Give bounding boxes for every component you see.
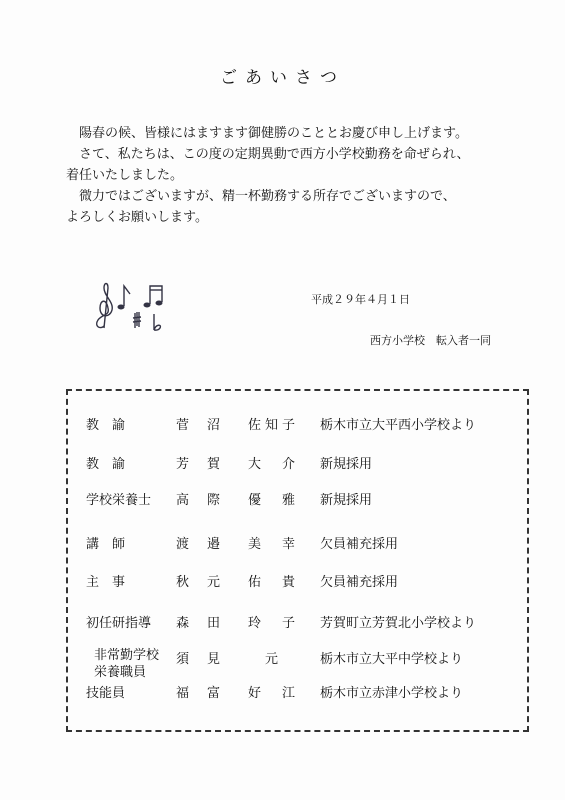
staff-surname: 高際 (176, 493, 239, 508)
staff-origin: 栃木市立赤津小学校より (320, 686, 464, 701)
staff-origin: 栃木市立大平中学校より (320, 652, 464, 667)
staff-surname: 渡邉 (176, 537, 239, 552)
staff-given-name: 美 幸 (248, 537, 300, 552)
greeting-line: 着任いたしました。 (66, 168, 184, 183)
staff-role-line: 栄養職員 (94, 665, 147, 680)
staff-role: 講 師 (86, 537, 126, 552)
staff-row (68, 683, 527, 705)
staff-role: 主 事 (86, 575, 126, 590)
treble-clef-notes-icon (90, 278, 185, 333)
staff-role: 学校栄養士 (86, 493, 152, 508)
greeting-text (66, 123, 536, 228)
staff-row (68, 613, 527, 635)
staff-role: 初任研指導 (86, 616, 152, 631)
staff-role: 教 諭 (86, 457, 126, 472)
staff-given-name: 好 江 (248, 686, 300, 701)
staff-surname: 森田 (176, 616, 239, 631)
staff-role (86, 647, 159, 681)
staff-given-name: 佑 貴 (248, 575, 300, 590)
staff-origin: 欠員補充採用 (320, 575, 399, 590)
staff-origin: 新規採用 (320, 493, 373, 508)
staff-given-name: 大 介 (248, 457, 300, 472)
staff-list (66, 389, 529, 732)
staff-surname: 須見 (176, 652, 239, 667)
staff-role: 技能員 (86, 686, 126, 701)
staff-role: 教 諭 (86, 418, 126, 433)
staff-origin: 栃木市立大平西小学校より (320, 418, 477, 433)
greeting-line: 陽春の候、皆様にはますます御健勝のこととお慶び申し上げます。 (79, 126, 468, 141)
greeting-line: よろしくお願いします。 (66, 210, 208, 225)
staff-given-name: 佐知子 (248, 418, 300, 433)
staff-row (68, 572, 527, 594)
staff-surname: 秋元 (176, 575, 239, 590)
greeting-line: 微力ではございますが、精一杯勤務する所存でございますので、 (79, 189, 456, 204)
staff-row (68, 415, 527, 437)
staff-origin: 欠員補充採用 (320, 537, 399, 552)
greeting-line: さて、私たちは、この度の定期異動で西方小学校勤務を命ぜられ、 (79, 147, 470, 162)
staff-row (68, 534, 527, 556)
staff-given-name: 元 (248, 652, 283, 667)
staff-row (68, 648, 527, 680)
page-title: ごあいさつ (220, 68, 345, 88)
date: 平成２９年４月１日 (311, 293, 410, 306)
staff-origin: 芳賀町立芳賀北小学校より (320, 616, 477, 631)
staff-surname: 芳賀 (176, 457, 239, 472)
staff-surname: 菅沼 (176, 418, 239, 433)
staff-surname: 福富 (176, 686, 239, 701)
signer: 西方小学校 転入者一同 (370, 334, 491, 347)
staff-row (68, 454, 527, 476)
staff-role-line: 非常勤学校 (94, 648, 160, 663)
staff-given-name: 優 雅 (248, 493, 300, 508)
staff-origin: 新規採用 (320, 457, 373, 472)
staff-row (68, 490, 527, 512)
staff-given-name: 玲 子 (248, 616, 300, 631)
